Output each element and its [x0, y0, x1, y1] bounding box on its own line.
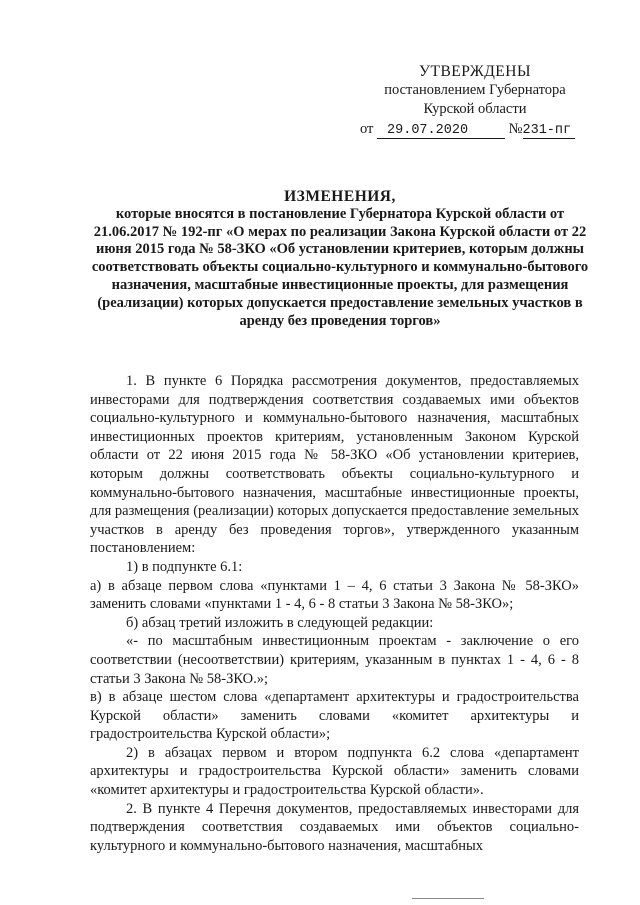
paragraph: 2) в абзацах первом и втором подпункта 6.2 слова «департамент архитектуры и градостроительства Курской области» заменить словами «комитет архитектуры и градостроительства Курской области». [90, 744, 579, 799]
paragraph: в) в абзаце шестом слова «департамент архитектуры и градостроительства Курской области» заменить словами «комитет архитектуры и градостроительства Курской области»; [90, 689, 579, 743]
approval-line-1: постановлением Губернатора [384, 82, 566, 98]
number-prefix: № [508, 121, 523, 137]
paragraph: «- по масштабным инвестиционным проектам - заключение о его соответствии (несоответствии) критериям, указанным в пунктах 1 - 4, 6 - 8 статьи 3 Закона № 58-ЗКО.»; [90, 633, 579, 687]
approval-block [360, 62, 590, 139]
page-edge-mark [412, 898, 484, 899]
approval-heading: УТВЕРЖДЕНЫ [419, 63, 531, 80]
approval-number: 231-пг [523, 123, 576, 139]
paragraph: 1) в подпункте 6.1: [126, 558, 243, 575]
document-title [90, 188, 590, 330]
paragraph: 2. В пункте 4 Перечня документов, предоставляемых инвесторами для подтверждения соответствия создаваемых ими объектов социально-культурного и коммунально-бытового назначения, масштабных [90, 800, 579, 854]
date-prefix: от [360, 121, 374, 137]
title-text: которые вносятся в постановление Губернатора Курской области от 21.06.2017 № 192-пг «О мерах по реализации Закона Курской области от 22 июня 2015 года № 58-ЗКО «Об установлении критериев, которым должны соответствовать объекты социально-культурного и коммунально-бытового назначения, масштабные инвестиционные проекты, для размещения (реализации) которых допускается предоставление земельных участков в аренду без проведения торгов» [91, 205, 589, 329]
paragraph: б) абзац третий изложить в следующей редакции: [126, 614, 434, 631]
paragraph: а) в абзаце первом слова «пунктами 1 – 4, 6 статьи 3 Закона № 58-ЗКО» заменить словами «пунктами 1 - 4, 6 - 8 статьи 3 Закона № 58-ЗКО»; [90, 577, 579, 613]
approval-date-line [360, 120, 590, 139]
approval-date: 29.07.2020 [377, 123, 505, 139]
paragraph: 1. В пункте 6 Порядка рассмотрения документов, предоставляемых инвесторами для подтверждения соответствия создаваемых ими объектов социально-культурного и коммунально-бытового назначения, масштабных инвестиционных проектов критериям, установленным Законом Курской области от 22 июня 2015 года № 58-ЗКО «Об установлении критериев, которым должны соответствовать объекты социально-культурного и коммунально-бытового назначения, масштабные инвестиционные проекты, для размещения (реализации) которых допускается предоставление земельных участков в аренду без проведения торгов», утвержденного указанным постановлением: [90, 373, 579, 557]
document-body [90, 372, 579, 855]
title-heading: ИЗМЕНЕНИЯ, [284, 188, 396, 205]
approval-line-2: Курской области [423, 101, 527, 117]
